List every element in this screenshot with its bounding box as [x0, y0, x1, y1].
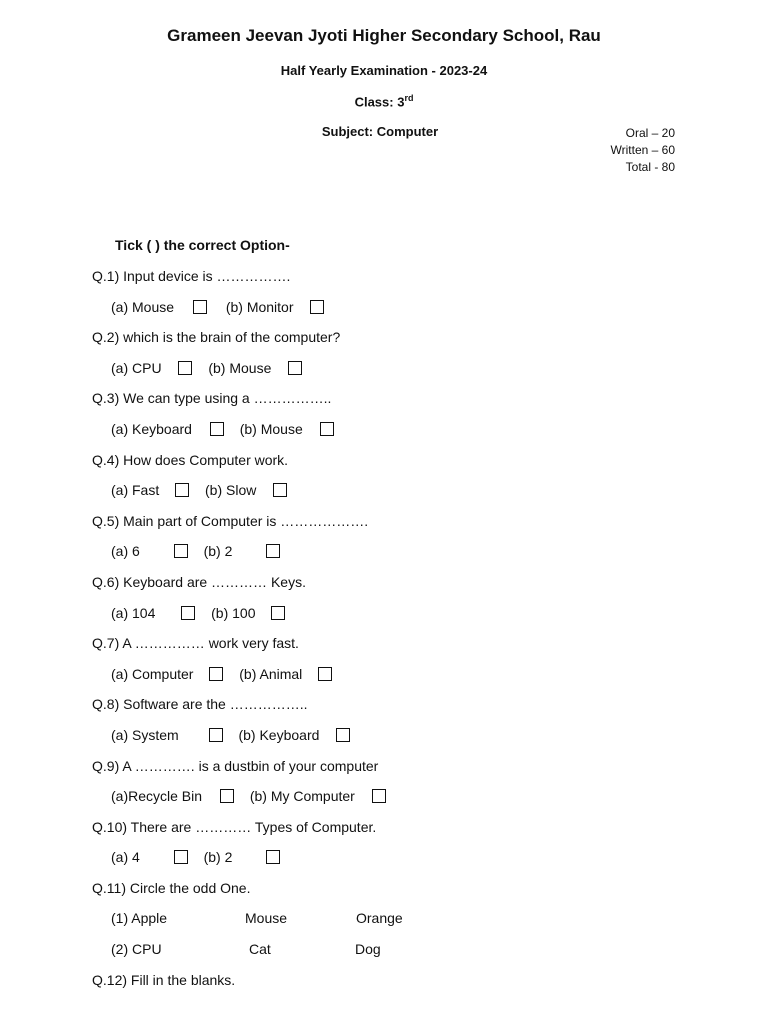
odd-item: Orange [356, 910, 403, 927]
question-text: Q.11) Circle the odd One. [92, 879, 251, 896]
option-row [92, 664, 592, 695]
option-b-label: (b) Mouse [239, 420, 303, 437]
question-text: Q.2) which is the brain of the computer? [92, 329, 341, 346]
subject-label: Subject: Computer [321, 124, 439, 139]
odd-one-row [92, 939, 592, 970]
option-b-label: (b) 2 [203, 543, 233, 560]
option-b-label: (b) My Computer [249, 788, 355, 805]
option-row [92, 419, 592, 450]
question-text: Q.6) Keyboard are ………… Keys. [92, 573, 306, 590]
option-a-label: (a)Recycle Bin [111, 788, 203, 805]
option-row [92, 725, 592, 756]
option-row [92, 847, 592, 878]
exam-title: Half Yearly Examination - 2023-24 [280, 63, 488, 78]
class-superscript: rd [404, 93, 414, 103]
option-a-checkbox[interactable] [193, 300, 207, 314]
odd-one-row [92, 908, 592, 939]
option-a-label: (a) Computer [111, 665, 194, 682]
question-text: Q.7) A …………… work very fast. [92, 635, 299, 652]
option-a-label: (a) 104 [111, 604, 156, 621]
option-b-checkbox[interactable] [372, 789, 386, 803]
total-marks: Total - 80 [625, 160, 675, 174]
school-name: Grameen Jeevan Jyoti Higher Secondary School, Rau [167, 26, 601, 45]
option-b-checkbox[interactable] [266, 850, 280, 864]
class-text: Class: 3 [354, 94, 405, 110]
oral-marks: Oral – 20 [625, 126, 675, 140]
option-a-label: (a) 6 [111, 543, 140, 560]
option-b-checkbox[interactable] [336, 728, 350, 742]
odd-item: Dog [355, 941, 381, 958]
option-a-checkbox[interactable] [209, 667, 223, 681]
option-b-checkbox[interactable] [288, 361, 302, 375]
option-a-label: (a) Mouse [111, 298, 175, 315]
option-row [92, 541, 592, 572]
option-a-checkbox[interactable] [181, 606, 195, 620]
question-text: Q.4) How does Computer work. [92, 451, 289, 468]
option-row [92, 480, 592, 511]
option-a-label: (a) Fast [111, 482, 160, 499]
option-a-checkbox[interactable] [210, 422, 224, 436]
option-b-checkbox[interactable] [271, 606, 285, 620]
instruction-heading: Tick ( ) the correct Option- [115, 237, 290, 253]
marks-block [611, 125, 675, 176]
option-b-label: (b) Keyboard [238, 726, 320, 743]
questions-list [92, 266, 592, 1000]
odd-item: Cat [249, 941, 271, 958]
option-a-checkbox[interactable] [220, 789, 234, 803]
option-b-checkbox[interactable] [266, 544, 280, 558]
question-text: Q.5) Main part of Computer is ………………. [92, 512, 369, 529]
option-a-checkbox[interactable] [209, 728, 223, 742]
class-label [0, 93, 768, 109]
option-a-checkbox[interactable] [175, 483, 189, 497]
question-text: Q.9) A …………. is a dustbin of your computer [92, 757, 379, 774]
option-b-label: (b) Monitor [225, 298, 294, 315]
option-row [92, 358, 592, 389]
option-a-label: (a) Keyboard [111, 420, 192, 437]
question-text: Q.3) We can type using a …………….. [92, 390, 332, 407]
option-a-label: (a) CPU [111, 359, 162, 376]
option-b-checkbox[interactable] [320, 422, 334, 436]
option-a-checkbox[interactable] [178, 361, 192, 375]
option-a-checkbox[interactable] [174, 544, 188, 558]
option-a-checkbox[interactable] [174, 850, 188, 864]
written-marks: Written – 60 [610, 143, 675, 157]
option-b-checkbox[interactable] [273, 483, 287, 497]
option-b-label: (b) Slow [205, 482, 257, 499]
option-row [92, 786, 592, 817]
option-a-label: (a) System [111, 726, 179, 743]
option-b-label: (b) 100 [211, 604, 256, 621]
question-text: Q.8) Software are the …………….. [92, 696, 308, 713]
option-a-label: (a) 4 [111, 849, 140, 866]
option-row [92, 297, 592, 328]
option-b-checkbox[interactable] [318, 667, 332, 681]
question-text: Q.12) Fill in the blanks. [92, 971, 236, 988]
odd-item: Mouse [245, 910, 288, 927]
option-b-checkbox[interactable] [310, 300, 324, 314]
odd-item: (2) CPU [111, 941, 162, 958]
question-text: Q.10) There are ………… Types of Computer. [92, 818, 377, 835]
question-text: Q.1) Input device is ……………. [92, 268, 291, 284]
option-row [92, 603, 592, 634]
option-b-label: (b) 2 [203, 849, 233, 866]
option-b-label: (b) Animal [239, 665, 303, 682]
option-b-label: (b) Mouse [208, 359, 272, 376]
odd-item: (1) Apple [111, 910, 168, 927]
